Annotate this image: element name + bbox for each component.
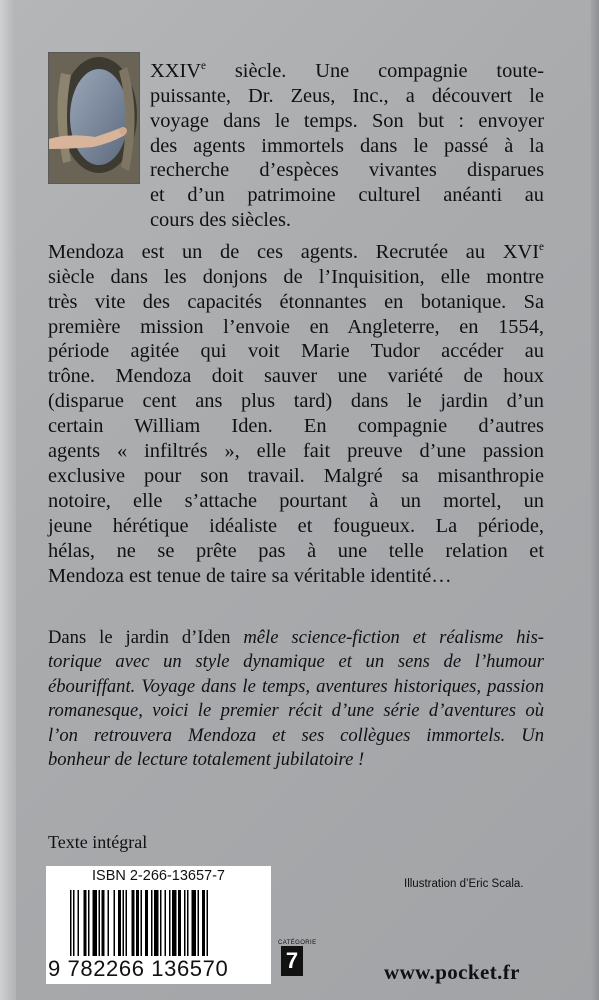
- intro-line-4: des agents immortels dans le passé à la: [150, 134, 544, 157]
- barcode-bar: [169, 890, 171, 956]
- intro-paragraph: [150, 54, 544, 233]
- intro-line-1: [150, 54, 544, 84]
- synopsis-line-13: hélas, ne se prête pas à une telle relation et: [48, 539, 544, 562]
- synopsis-line-14: Mendoza est tenue de taire sa véritable identité…: [48, 564, 452, 587]
- quote-line-3: ébouriffant. Voyage dans le temps, aventures historiques, passion: [48, 675, 544, 697]
- barcode-bar: [145, 890, 148, 956]
- cover-illustration-icon: [48, 52, 140, 184]
- synopsis-line-7: (disparue cent ans plus tard) dans le jardin d’un: [48, 390, 544, 413]
- century-superscript: e: [200, 60, 206, 72]
- quote-line-4: romanesque, voici le premier récit d’une série d’aventures où: [48, 700, 544, 722]
- synopsis-line-10: exclusive pour son travail. Malgré sa misanthropie: [48, 464, 544, 487]
- synopsis-line-3: très vite des capacités étonnantes en botanique. Sa: [48, 290, 544, 313]
- synopsis-line-1: [48, 235, 544, 265]
- barcode-bar: [126, 890, 128, 956]
- intro-line-3: voyage dans le temps. Son but : envoyer: [150, 109, 544, 132]
- barcode-bar: [132, 890, 135, 956]
- barcode-bar: [93, 890, 98, 956]
- quote-text: mêle science-fiction et réalisme his-: [243, 627, 545, 648]
- synopsis-line-11: notoire, elle s’attache pourtant à un mortel, un: [48, 489, 544, 512]
- barcode-bar: [178, 890, 181, 956]
- barcode-bar: [160, 890, 162, 956]
- synopsis-line-12: jeune hérétique idéaliste et fougueux. La période,: [48, 514, 544, 537]
- barcode-bar: [123, 890, 125, 956]
- intro-line-7: cours des siècles.: [150, 209, 291, 232]
- barcode-bar: [207, 890, 209, 956]
- book-spine-edge: [0, 0, 16, 1000]
- barcode-bar: [172, 890, 177, 956]
- barcode-bar: [192, 890, 197, 956]
- isbn-text: ISBN 2-266-13657-7: [92, 868, 225, 884]
- synopsis-line-8: certain William Iden. En compagnie d’autres: [48, 415, 544, 438]
- barcode-bar: [184, 890, 186, 956]
- barcode-bar: [102, 890, 105, 956]
- barcode-bar: [78, 890, 80, 956]
- intro-line-5: recherche d’espèces vivantes disparues: [150, 159, 544, 182]
- century-superscript: e: [539, 241, 544, 253]
- category-badge: [278, 940, 317, 976]
- synopsis-line-9: agents « infiltrés », elle fait preuve d’une passion: [48, 440, 544, 463]
- barcode-bar: [118, 890, 121, 956]
- quote-line-5: l’on retrouvera Mendoza et ses collègues immortels. Un: [48, 724, 544, 746]
- synopsis-line-2: siècle dans les donjons de l’Inquisition, elle montre: [48, 265, 544, 288]
- barcode-bar: [88, 890, 90, 956]
- intro-line-6: et d’un patrimoine culturel anéanti au: [150, 184, 544, 207]
- book-title-text: Dans le jardin d’Iden: [48, 627, 244, 648]
- barcode-bar: [108, 890, 110, 956]
- book-right-edge: [591, 0, 599, 1000]
- synopsis-line-6: trône. Mendoza doit sauver une variété de houx: [48, 365, 544, 388]
- intro-line-2: puissante, Dr. Zeus, Inc., a découvert le: [150, 84, 544, 107]
- unabridged-label: Texte intégral: [48, 832, 148, 852]
- synopsis-text: Mendoza est un de ces agents. Recrutée au XVI: [48, 240, 540, 263]
- quote-line-6: bonheur de lecture totalement jubilatoire !: [48, 749, 365, 771]
- barcode-bar: [154, 890, 159, 956]
- barcode-bar: [165, 890, 167, 956]
- category-number: 7: [281, 946, 303, 976]
- barcode-bar: [84, 890, 87, 956]
- quote-line-1: [48, 626, 544, 650]
- category-label: CATÉGORIE: [278, 940, 317, 946]
- barcode-bar: [136, 890, 139, 956]
- quote-line-2: torique avec un style dynamique et un sens de l’humour: [48, 651, 544, 673]
- barcode-bar: [187, 890, 189, 956]
- review-quote: [48, 626, 544, 772]
- barcode-bar: [114, 890, 116, 956]
- barcode-icon: [70, 890, 250, 956]
- barcode-bar: [73, 890, 75, 956]
- synopsis-line-4: première mission l’envoie en Angleterre, en 1554,: [48, 315, 544, 338]
- publisher-website: www.pocket.fr: [384, 960, 520, 984]
- intro-text: siècle. Une compagnie toute-: [234, 59, 544, 82]
- barcode-bar: [198, 890, 200, 956]
- barcode-label: [46, 866, 271, 984]
- barcode-bar: [151, 890, 153, 956]
- century-numeral: XXIV: [150, 59, 201, 82]
- barcode-bar: [141, 890, 143, 956]
- barcode-bar: [70, 890, 72, 956]
- barcode-bar: [99, 890, 101, 956]
- synopsis-line-5: période agitée qui voit Marie Tudor accéder au: [48, 340, 544, 363]
- barcode-digits: 9 782266 136570: [48, 956, 229, 981]
- synopsis-paragraph: [48, 235, 544, 588]
- illustration-credit: Illustration d’Eric Scala.: [404, 878, 524, 890]
- barcode-bar: [202, 890, 205, 956]
